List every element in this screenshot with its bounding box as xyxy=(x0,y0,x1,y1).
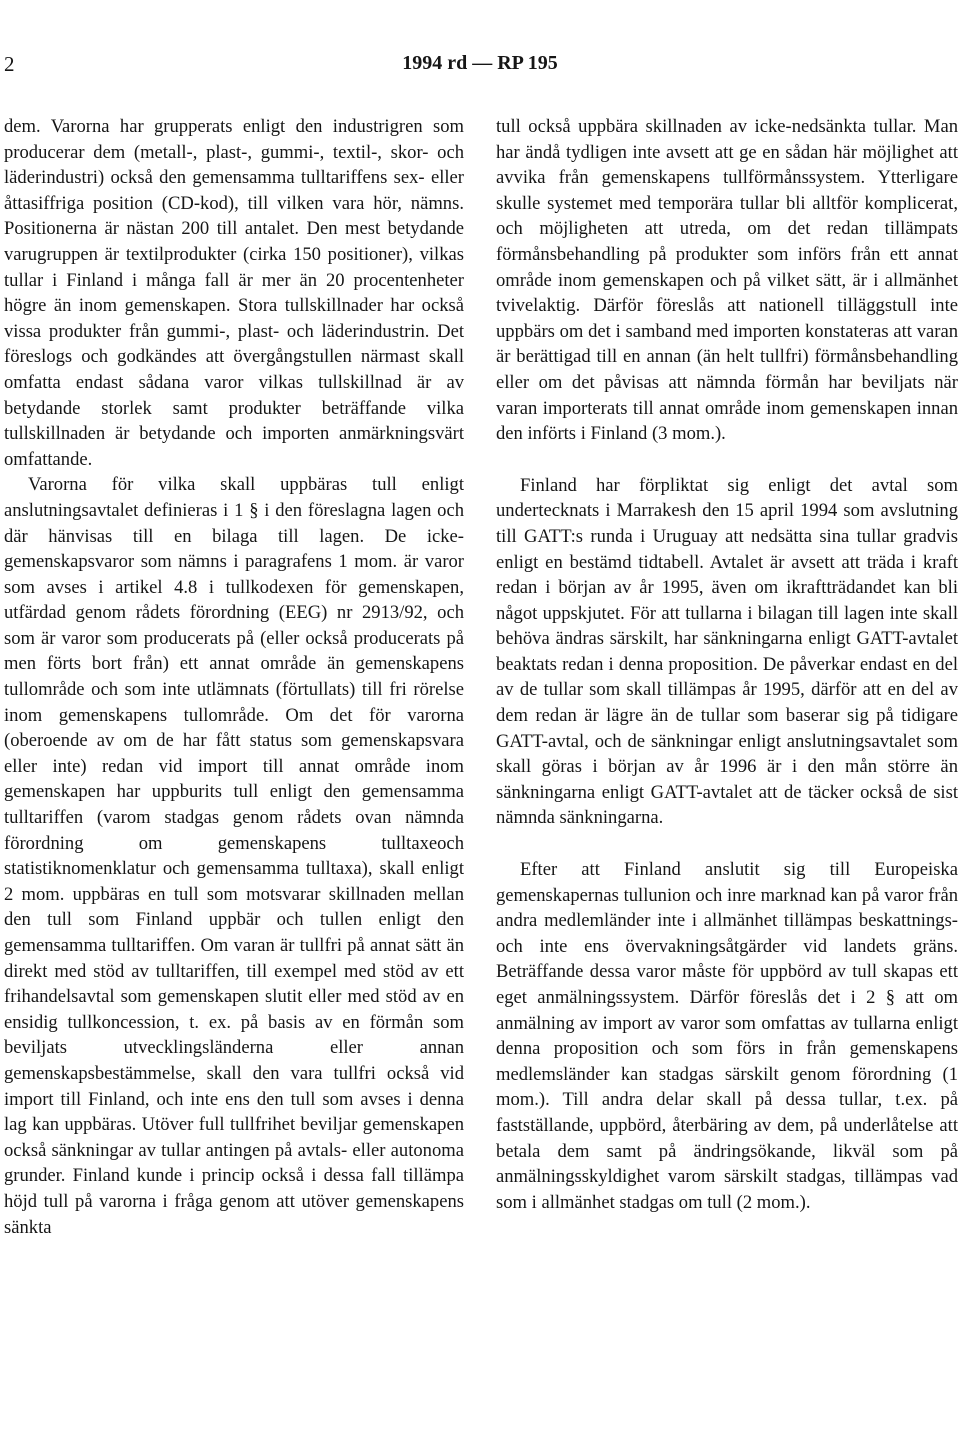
right-paragraph-3: Efter att Finland anslutit sig till Europeiska gemenskapernas tullunion och inre marknad kan på varor från andra medlemländer inte i allmänhet tillämpas beskattnings- och inte ens övervakningsåtgärder vid landets gräns. Beträffande dessa varor måste för uppbörd av tull skapas ett eget anmälningssystem. Därför föreslås det i 2 § att om anmälning av import av varor som omfattas av tullarna enligt denna proposition och som förs in från gemenskapens medlemsländer kan stadgas särskilt genom förordning (1 mom.). Till andra delar skall på dessa tullar, t.ex. på fastställande, uppbörd, återbäring av dem, på underlåtelse att betala dem samt på ändringsökande, likväl som på anmälningsskyldighet varom särskilt stadgas, tillämpas vad som i allmänhet stadgas om tull (2 mom.). xyxy=(496,859,958,1213)
right-column xyxy=(496,114,958,1215)
left-paragraph-2: Varorna för vilka skall uppbäras tull enligt anslutningsavtalet definieras i 1 § i den föreslagna lagen och där hänvisas till en bilaga till lagen. De icke-gemenskapsvaror som nämns i paragrafens 1 mom. är varor som avses i artikel 4.8 i tullkodexen för gemenskapen, utfärdad genom rådets förordning (EEG) nr 2913/92, och som är varor som producerats på (eller också producerats på men förts bort från) ett annat område än gemenskapens tullområde och som inte utlämnats (förtullats) till fri rörelse inom gemenskapens tullområde. Om det för varorna (oberoende av om de har fått status som gemenskapsvara eller inte) redan vid import till annat område inom gemenskapen har uppburits tull enligt den gemensamma tulltariffen (varom stadgas genom rådets ovan nämnda förordning om gemenskapens tulltaxeoch statistiknomenklatur och gemensamma tulltaxa), skall enligt 2 mom. uppbäras en tull som motsvarar skillnaden mellan den tull som Finland uppbär och tullen enligt den gemensamma tulltariffen. Om varan är tullfri på annat sätt än direkt med stöd av tulltariffen, till exempel med stöd av ett frihandelsavtal som gemenskapen slutit eller med stöd av en ensidig tullkoncession, t. ex. på basis av en förmån som beviljats utvecklingsländerna eller annan gemenskapsbestämmelse, skall den vara tullfri också vid import till Finland, och inte ens den tull som avses i denna lag kan uppbäras. Utöver full tullfrihet beviljar gemenskapen också sänkningar av tullar antingen på avtals- eller autonoma grunder. Finland kunde i princip också i dessa fall tillämpa höjd tull på varorna i fråga genom att utöver gemenskapens sänkta xyxy=(4,474,464,1238)
right-paragraph-1: tull också uppbära skillnaden av icke-nedsänkta tullar. Man har ändå tydligen inte avsett att ge en sådan här möjlighet att avvika från gemenskapens tullförmånssystem. Ytterligare skulle systemet med temporära tullar bli alltför komplicerat, och möjligheten att utreda, om det redan tillämpats förmånsbehandling på produkter som införs från ett annat område inom gemenskapen och på vilket sätt, är i allmänhet tvivelaktig. Därför föreslås att nationell tilläggstull inte uppbärs om det i samband med importen konstateras att varan är berättigad till en annan (än helt tullfri) förmånsbehandling eller om det påvisas att nämnda förmån har beviljats när varan importerats till annat område inom gemenskapen innan den införts i Finland (3 mom.). xyxy=(496,116,958,445)
running-title: 1994 rd — RP 195 xyxy=(402,52,558,74)
left-paragraph-1: dem. Varorna har grupperats enligt den industrigren som producerar dem (metall-, plast-, gummi-, textil-, skor- och läderindustri) också den gemensamma tulltariffens sex- eller åttasiffriga position (CD-kod), till vilken vara hör, nämns. Positionerna är nästan 200 till antalet. Den mest betydande varugruppen är textilprodukter (cirka 150 positioner), vilkas tullar i Finland i många fall är mer än 20 procentenheter högre än inom gemenskapen. Stora tullskillnader har också vissa produkter från gummi-, plast- och läderindustrin. Det föreslogs och godkändes att övergångstullen närmast skall omfatta endast sådana varor vilkas tullskillnad är av betydande storlek samt produkter beträffande vilka tullskillnaden är betydande och importen anmärkningsvärt omfattande. xyxy=(4,116,464,470)
page-number: 2 xyxy=(4,52,15,76)
page-header xyxy=(4,52,956,88)
right-paragraph-2: Finland har förpliktat sig enligt det avtal som undertecknats i Marrakesh den 15 april 1994 som avslutning till GATT:s runda i Uruguay att nedsätta sina tullar gradvis enligt en bestämd tidtabell. Avtalet är avsett att träda i kraft redan i början av år 1995, även om ikraftträdandet kan bli något uppskjutet. För att tullarna i bilagan till lagen inte skall behöva ändras särskilt, har sänkningarna enligt GATT-avtalet beaktats redan i denna proposition. De påverkar endast en del av de tullar som skall tillämpas år 1995, därför att en del av dem redan är lägre än de tullar som baserar sig på tidigare GATT-avtal, och de sänkningar enligt anslutningsavtalet som skall göras i början av år 1996 är i den mån större än sänkningarna enligt GATT-avtalet att de täcker också de sist nämnda sänkningarna. xyxy=(496,474,958,829)
left-column xyxy=(4,114,464,1240)
